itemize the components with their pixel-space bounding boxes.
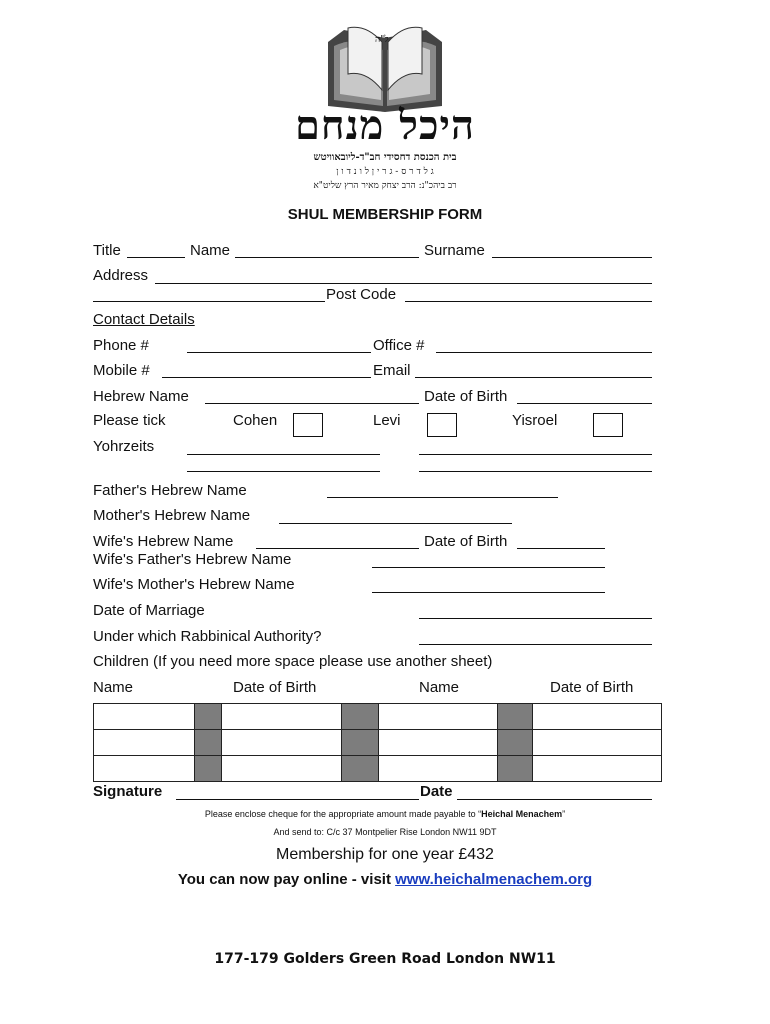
yohrzeits-field-3[interactable] [187,471,380,472]
logo-subtitle-1: בית הכנסת דחסידי חב"ד-ליובאוויטש [313,152,457,163]
logo-subtitle-3: רב ביהכ"נ: הרב יצחק מאיר הרץ שליט"א [313,181,457,191]
send-to-note: And send to: C/c 37 Montpelier Rise London NW11 9DT [273,827,497,837]
logo-name: היכל מנחם [294,102,476,149]
child-name-cell[interactable] [94,704,195,730]
pay-online-text: You can now pay online - visit [177,871,396,888]
wife-date-of-birth-field[interactable] [517,548,605,549]
please-tick-label: Please tick [93,412,166,429]
rabbinical-authority-field[interactable] [419,644,652,645]
yisroel-checkbox[interactable] [593,413,623,437]
name-field[interactable] [235,257,419,258]
post-code-label: Post Code [326,286,397,303]
surname-field[interactable] [492,257,652,258]
child-dob-cell[interactable] [222,756,342,782]
child-name-cell[interactable] [379,704,498,730]
surname-label: Surname [424,242,485,259]
signature-label: Signature [93,783,163,800]
enclose-suffix: ” [562,809,566,819]
title-field[interactable] [127,257,185,258]
signature-field[interactable] [176,799,419,800]
separator-cell [498,730,533,756]
wifes-fathers-hebrew-name-field[interactable] [372,567,605,568]
enclose-cheque-note [0,809,770,819]
child-name-cell[interactable] [379,756,498,782]
wife-date-of-birth-label: Date of Birth [424,533,508,550]
child-name-cell[interactable] [379,730,498,756]
yisroel-label: Yisroel [512,412,558,429]
separator-cell [195,756,222,782]
website-link[interactable]: www.heichalmenachem.org [395,871,593,888]
mobile-label: Mobile # [93,362,150,379]
wifes-mothers-hebrew-name-label: Wife's Mother's Hebrew Name [93,576,295,593]
logo-top-text: ל"ה [375,35,389,45]
address-label: Address [93,267,149,284]
wifes-hebrew-name-label: Wife's Hebrew Name [93,533,234,550]
cohen-checkbox[interactable] [293,413,323,437]
levi-checkbox[interactable] [427,413,457,437]
name-label: Name [190,242,231,259]
contact-details-heading: Contact Details [93,311,195,328]
separator-cell [195,730,222,756]
children-name-header-1: Name [93,679,134,696]
date-of-birth-field[interactable] [517,403,652,404]
table-row [94,756,662,782]
post-code-field[interactable] [405,301,652,302]
children-dob-header-2: Date of Birth [550,679,634,696]
child-dob-cell[interactable] [222,704,342,730]
shul-address: 177-179 Golders Green Road London NW11 [214,951,556,967]
date-field[interactable] [457,799,652,800]
child-dob-cell[interactable] [533,730,662,756]
yohrzeits-label: Yohrzeits [93,438,155,455]
wifes-mothers-hebrew-name-field[interactable] [372,592,605,593]
rabbinical-authority-label: Under which Rabbinical Authority? [93,628,322,645]
payee-name: Heichal Menachem [481,809,563,819]
enclose-prefix: Please enclose cheque for the appropriate amount made payable to “ [204,809,482,819]
membership-price: Membership for one year £432 [276,846,494,863]
separator-cell [342,756,379,782]
child-name-cell[interactable] [94,756,195,782]
children-heading: Children (If you need more space please use another sheet) [93,653,493,670]
form-title: SHUL MEMBERSHIP FORM [287,206,483,223]
separator-cell [498,704,533,730]
mothers-hebrew-name-field[interactable] [279,523,512,524]
table-row [94,704,662,730]
levi-label: Levi [373,412,401,429]
mothers-hebrew-name-label: Mother's Hebrew Name [93,507,251,524]
pay-online-line [0,871,770,889]
yohrzeits-field-2[interactable] [419,454,652,455]
separator-cell [195,704,222,730]
title-label: Title [93,242,121,259]
mobile-field[interactable] [162,377,371,378]
fathers-hebrew-name-field[interactable] [327,497,558,498]
address-field[interactable] [155,283,652,284]
phone-label: Phone # [93,337,149,354]
cohen-label: Cohen [233,412,278,429]
fathers-hebrew-name-label: Father's Hebrew Name [93,482,247,499]
children-table [93,703,662,782]
children-dob-header-1: Date of Birth [233,679,317,696]
office-field[interactable] [436,352,652,353]
child-dob-cell[interactable] [533,704,662,730]
address-field-2[interactable] [93,301,325,302]
child-dob-cell[interactable] [222,730,342,756]
logo-subtitle-2: ג ל ד ר ס - ג ר י ן ל ו נ ד ו ן [336,167,434,177]
date-of-marriage-label: Date of Marriage [93,602,205,619]
separator-cell [342,730,379,756]
yohrzeits-field-1[interactable] [187,454,380,455]
children-name-header-2: Name [419,679,460,696]
office-label: Office # [373,337,425,354]
phone-field[interactable] [187,352,371,353]
yohrzeits-field-4[interactable] [419,471,652,472]
child-name-cell[interactable] [94,730,195,756]
wifes-fathers-hebrew-name-label: Wife's Father's Hebrew Name [93,551,292,568]
email-label: Email [373,362,411,379]
date-of-marriage-field[interactable] [419,618,652,619]
separator-cell [498,756,533,782]
wifes-hebrew-name-field[interactable] [256,548,419,549]
hebrew-name-field[interactable] [205,403,419,404]
child-dob-cell[interactable] [533,756,662,782]
date-label: Date [420,783,453,800]
email-field[interactable] [415,377,652,378]
separator-cell [342,704,379,730]
logo [290,20,480,195]
date-of-birth-label: Date of Birth [424,388,508,405]
table-row [94,730,662,756]
hebrew-name-label: Hebrew Name [93,388,189,405]
